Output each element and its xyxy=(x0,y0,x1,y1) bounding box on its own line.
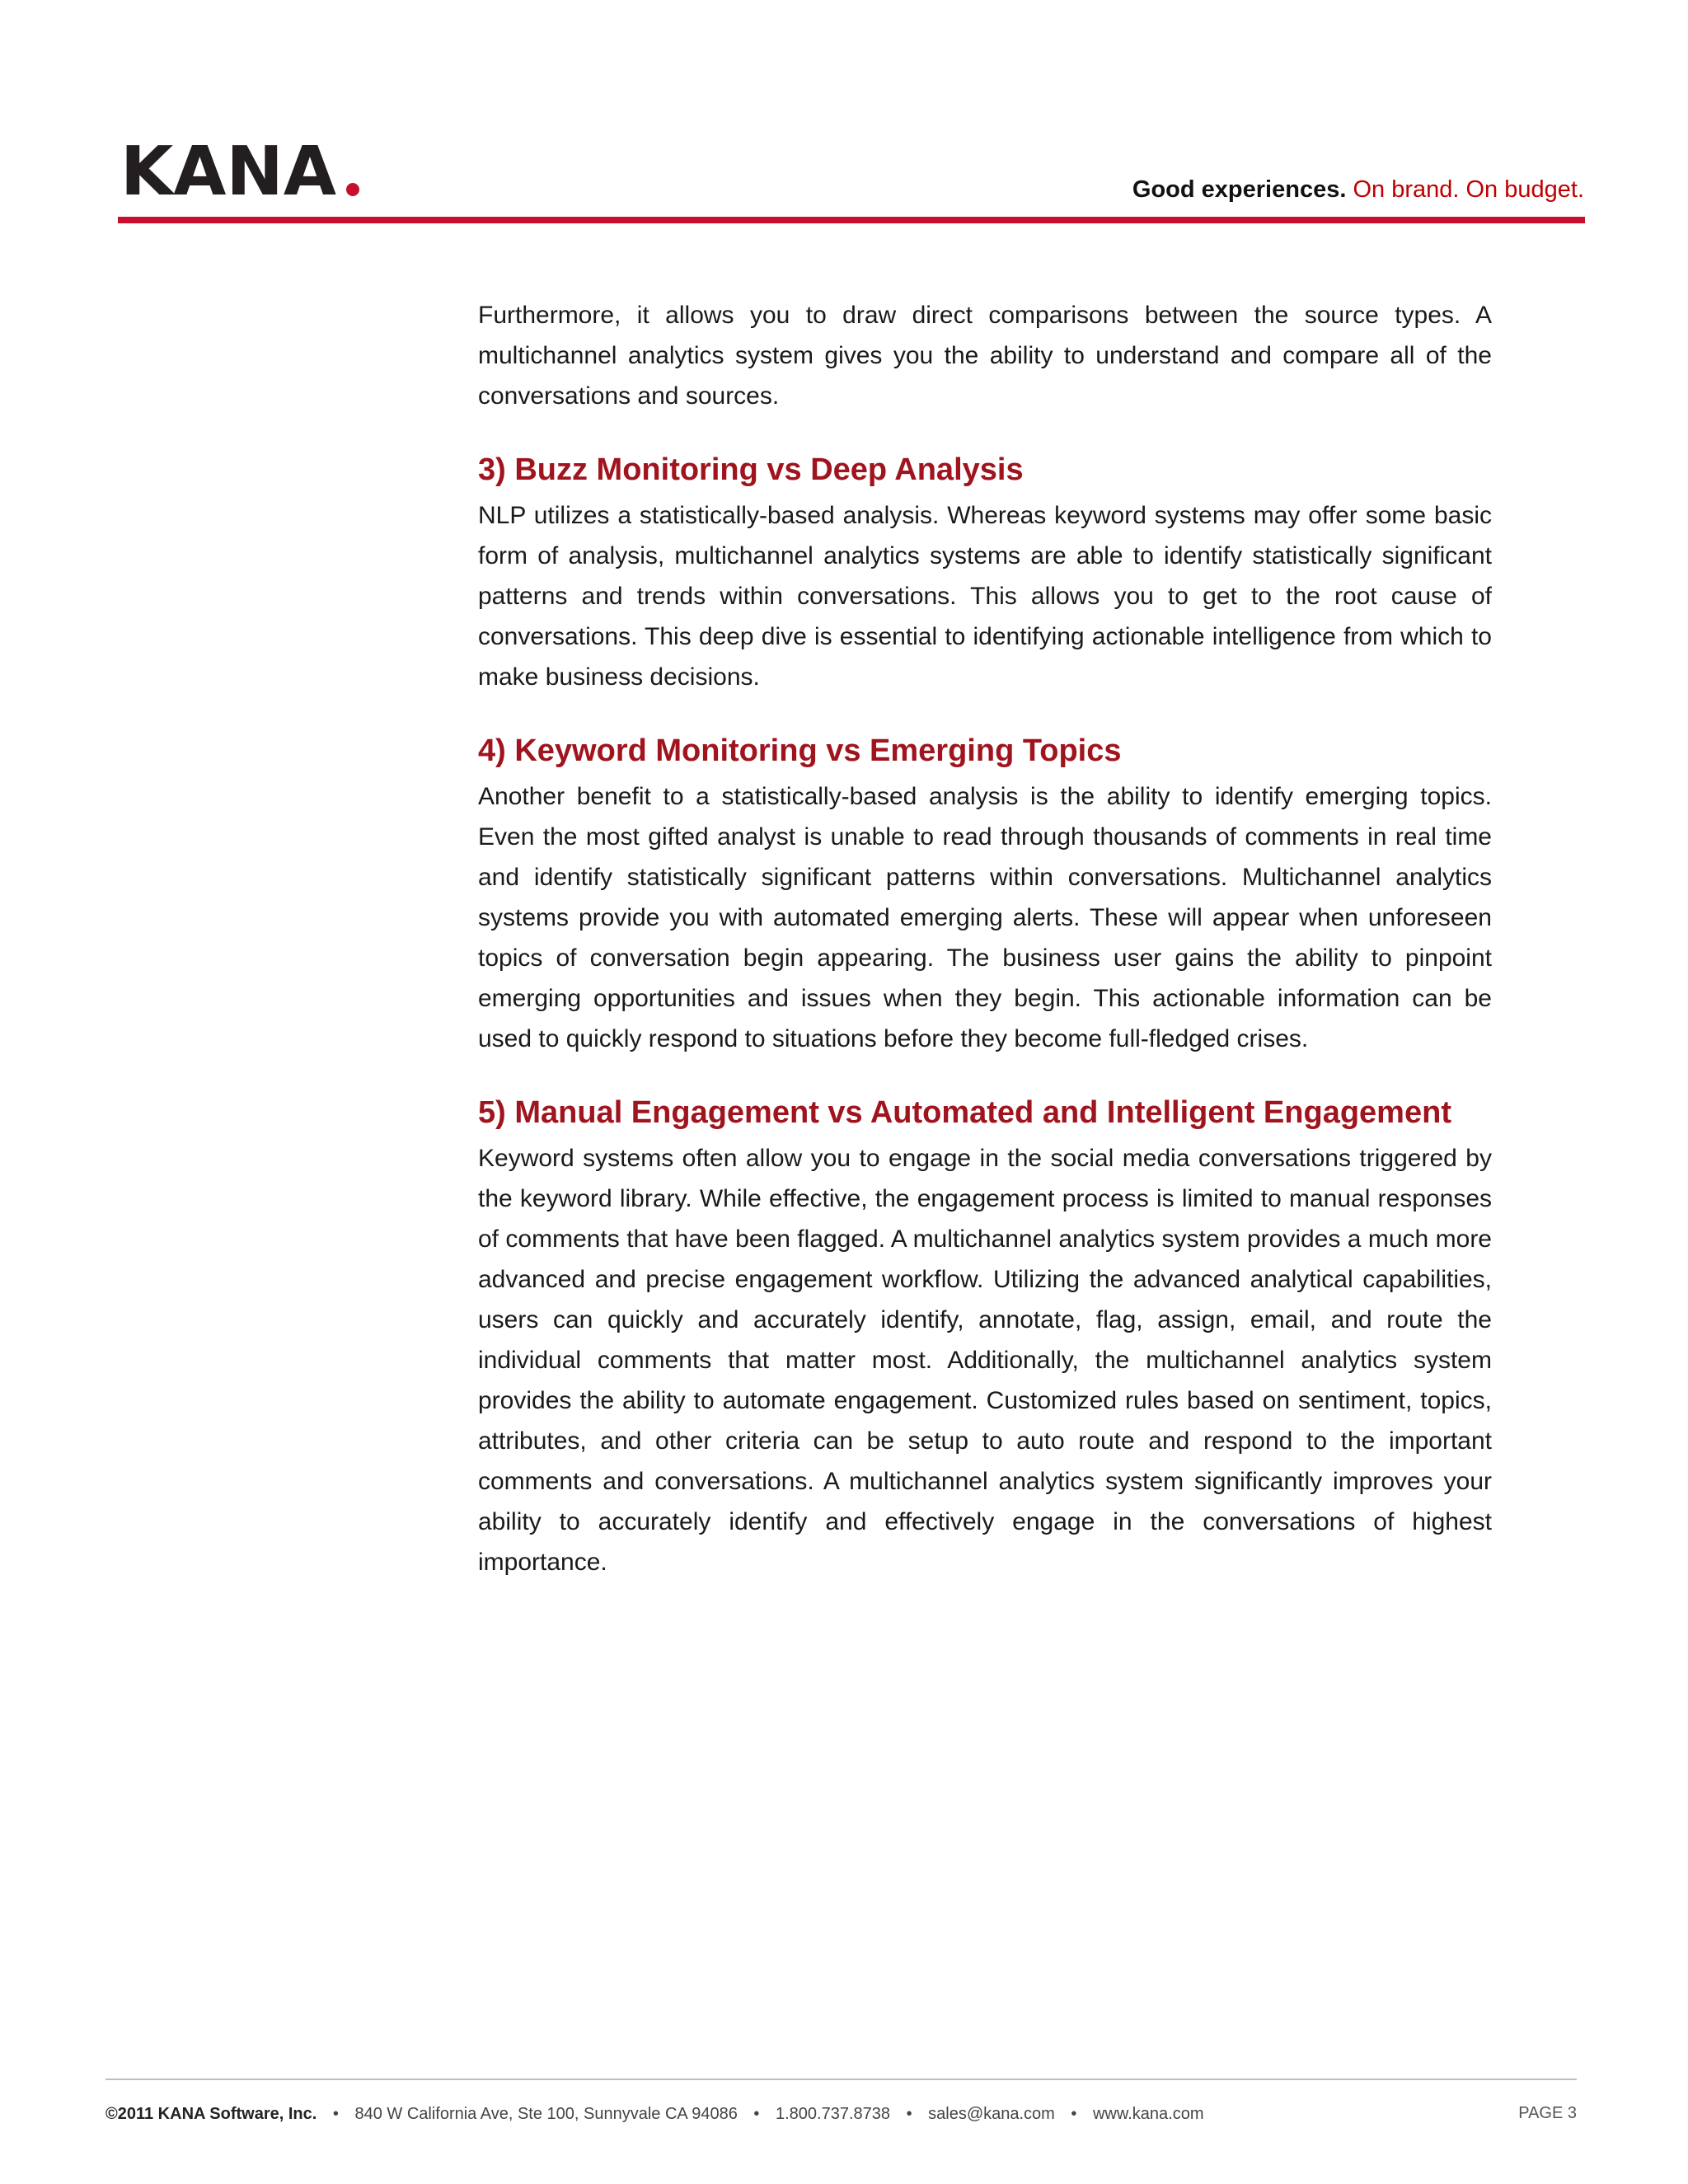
section-heading: 3) Buzz Monitoring vs Deep Analysis xyxy=(478,452,1024,487)
footer-phone: 1.800.737.8738 xyxy=(775,2105,890,2123)
footer-email[interactable]: sales@kana.com xyxy=(928,2105,1055,2123)
section-heading: 4) Keyword Monitoring vs Emerging Topics xyxy=(478,733,1122,768)
tagline-rest: On brand. On budget. xyxy=(1353,176,1584,203)
section-paragraph: Keyword systems often allow you to engage in the social media conversations triggered by the keyword library. While effective, the engagement process is limited to manual responses of comments that have been flagged. A multichannel analytics system provides a much more advanced and precise engagement workflow. Utilizing the advanced analytical capabilities, users can quickly and accurately identify, annotate, flag, assign, email, and route the individual comments that matter most. Additionally, the multichannel analytics system provides the ability to automate engagement. Customized rules based on sentiment, topics, attributes, and other criteria can be setup to auto route and respond to the important comments and conversations. A multichannel analytics system significantly improves your ability to accurately identify and effectively engage in the conversations of highest importance. xyxy=(478,1145,1492,1576)
footer-contact xyxy=(106,2103,1203,2125)
footer-separator: • xyxy=(1071,2105,1077,2123)
footer-separator: • xyxy=(906,2105,912,2123)
kana-logo xyxy=(120,140,368,206)
footer-address: 840 W California Ave, Ste 100, Sunnyvale CA 94086 xyxy=(354,2105,738,2123)
footer-divider xyxy=(106,2079,1577,2080)
footer-copyright: ©2011 KANA Software, Inc. xyxy=(106,2105,317,2123)
intro-paragraph: Furthermore, it allows you to draw direct comparisons between the source types. A multichannel analytics system gives you the ability to understand and compare all of the conversations and sources. xyxy=(478,302,1492,410)
footer-website[interactable]: www.kana.com xyxy=(1092,2105,1204,2123)
section-heading: 5) Manual Engagement vs Automated and Intelligent Engagement xyxy=(478,1095,1451,1130)
header-tagline xyxy=(1132,175,1584,204)
kana-logo-wordmark: KANA xyxy=(120,140,337,206)
page-number: PAGE 3 xyxy=(1518,2104,1577,2122)
section-paragraph: Another benefit to a statistically-based analysis is the ability to identify emerging topics. Even the most gifted analyst is unable to read through thousands of comments in real time and identify statistically significant patterns within conversations. Multichannel analytics systems provide you with automated emerging alerts. These will appear when unforeseen topics of conversation begin appearing. The business user gains the ability to pinpoint emerging opportunities and issues when they begin. This actionable information can be used to quickly respond to situations before they become full-fledged crises. xyxy=(478,783,1492,1052)
footer-separator: • xyxy=(753,2105,760,2123)
main-content xyxy=(478,295,1492,1582)
kana-logo-dot xyxy=(346,183,359,196)
section-paragraph: NLP utilizes a statistically-based analysis. Whereas keyword systems may offer some basic form of analysis, multichannel analytics systems are able to identify statistically significant patterns and trends within conversations. This allows you to get to the root cause of conversations. This deep dive is essential to identifying actionable intelligence from which to make business decisions. xyxy=(478,502,1492,691)
tagline-bold: Good experiences. xyxy=(1132,176,1347,203)
header-divider xyxy=(118,217,1585,223)
footer-separator: • xyxy=(332,2105,339,2123)
